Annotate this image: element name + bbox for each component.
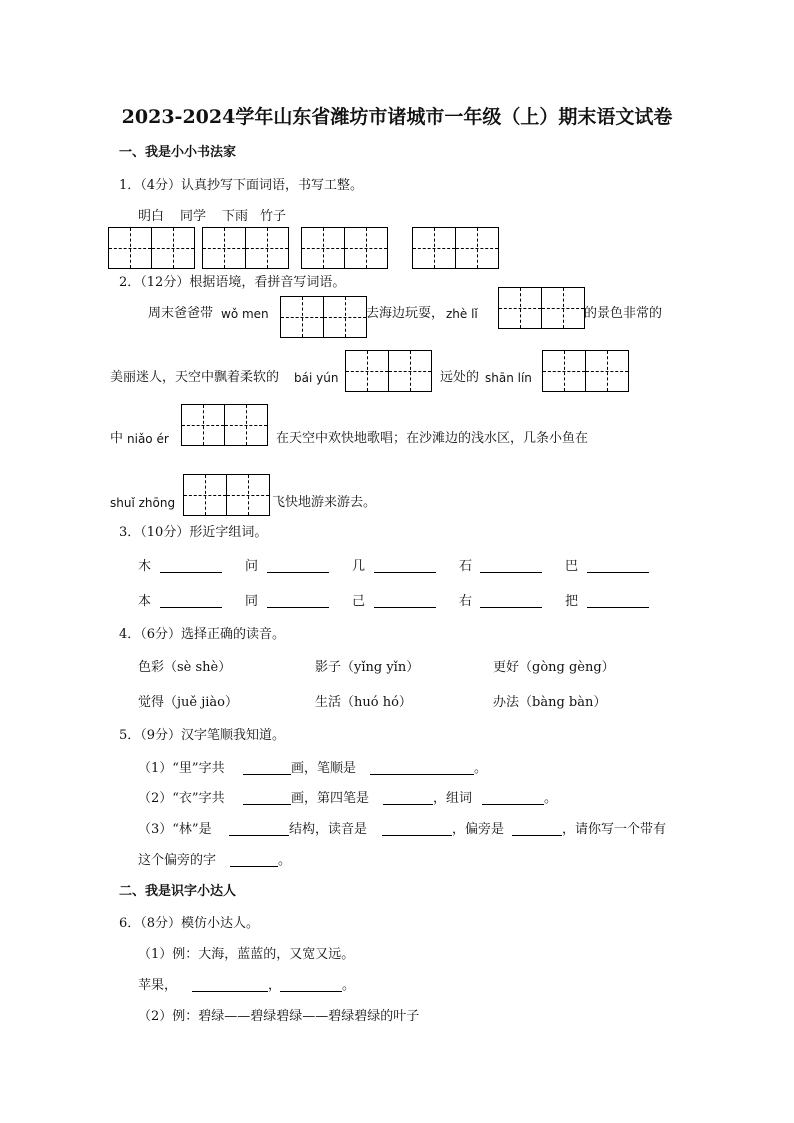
q2-text-3: 的景色非常的 (584, 306, 663, 321)
writing-grid-1[interactable] (108, 227, 195, 269)
question-1-stem: 1．（4分）认真抄写下面词语，书写工整。 (119, 178, 364, 193)
answer-grid-shanlin[interactable] (542, 350, 629, 392)
pinyin-shanlin: shān lín (485, 371, 532, 385)
answer-blank[interactable] (480, 558, 542, 573)
answer-blank[interactable] (243, 760, 291, 775)
q4-item-5[interactable]: 生活（huó hó） (315, 695, 412, 710)
answer-blank[interactable] (482, 790, 544, 805)
q5-line-2-a: （2）“衣”字共 (138, 791, 225, 806)
answer-blank[interactable] (587, 593, 649, 608)
q4-item-3[interactable]: 更好（gòng gèng） (493, 660, 615, 675)
answer-blank[interactable] (229, 821, 289, 836)
pinyin-zheli: zhè lǐ (446, 307, 478, 321)
page-title: 2023-2024学年山东省潍坊市诸城市一年级（上）期末语文试卷 (121, 106, 673, 128)
writing-grid-3[interactable] (301, 227, 388, 269)
answer-grid-shuizhong[interactable] (183, 474, 270, 516)
answer-grid-niaoer[interactable] (181, 404, 268, 446)
q5-line-1-b: 画，笔顺是 (291, 761, 357, 776)
q5-line-2-c: ，组词 (433, 791, 473, 806)
answer-blank[interactable] (192, 977, 268, 992)
answer-blank[interactable] (267, 593, 329, 608)
q4-item-6[interactable]: 办法（bàng bàn） (493, 695, 607, 710)
q6-example-2: （2）例：碧绿——碧绿碧绿——碧绿碧绿的叶子 (138, 1009, 420, 1024)
answer-blank[interactable] (160, 558, 222, 573)
q2-text-6: 中 (110, 431, 124, 446)
answer-blank[interactable] (374, 593, 436, 608)
q3-char-4: 石 (459, 559, 473, 574)
q1-word-2: 同学 (180, 209, 207, 224)
question-6-stem: 6．（8分）模仿小达人。 (119, 916, 260, 931)
answer-blank[interactable] (370, 760, 474, 775)
q6-apple-label: 苹果， (138, 978, 178, 993)
pinyin-shuizhong: shuǐ zhōng (110, 496, 176, 510)
q4-item-1[interactable]: 色彩（sè shè） (138, 660, 232, 675)
answer-blank[interactable] (243, 790, 291, 805)
answer-blank[interactable] (280, 977, 342, 992)
q3-char-5: 巴 (565, 559, 579, 574)
answer-blank[interactable] (383, 790, 433, 805)
q5-line-1-c: 。 (474, 761, 488, 776)
answer-blank[interactable] (480, 593, 542, 608)
q6-example-1: （1）例：大海，蓝蓝的，又宽又远。 (138, 947, 355, 962)
q2-text-4: 美丽迷人，天空中飘着柔软的 (110, 370, 280, 385)
writing-grid-4[interactable] (412, 227, 499, 269)
answer-grid-zheli[interactable] (498, 287, 585, 329)
q4-item-4[interactable]: 觉得（juě jiào） (138, 695, 238, 710)
q5-line-2-d: 。 (544, 791, 558, 806)
answer-blank[interactable] (382, 821, 452, 836)
q3-char-9: 右 (459, 594, 473, 609)
answer-blank[interactable] (230, 852, 278, 867)
q3-char-7: 同 (245, 594, 259, 609)
q3-char-8: 己 (352, 594, 366, 609)
answer-blank[interactable] (267, 558, 329, 573)
q5-line-4-b: 。 (278, 853, 292, 868)
q3-char-2: 问 (245, 559, 259, 574)
q5-line-2-b: 画，第四笔是 (291, 791, 370, 806)
pinyin-baiyun: bái yún (294, 371, 339, 385)
answer-blank[interactable] (374, 558, 436, 573)
question-4-stem: 4．（6分）选择正确的读音。 (119, 627, 286, 642)
q1-word-4: 竹子 (260, 209, 287, 224)
answer-blank[interactable] (160, 593, 222, 608)
pinyin-niaoer: niǎo ér (127, 432, 169, 446)
q6-period: 。 (342, 978, 356, 993)
section-heading-2: 二、我是识字小达人 (119, 884, 237, 899)
answer-grid-baiyun[interactable] (345, 350, 432, 392)
q5-line-3-b: 结构，读音是 (289, 822, 368, 837)
question-5-stem: 5．（9分）汉字笔顺我知道。 (119, 728, 286, 743)
q5-line-3-c: ，偏旁是 (452, 822, 505, 837)
pinyin-women: wǒ men (221, 307, 269, 321)
q5-line-4-a: 这个偏旁的字 (138, 853, 217, 868)
q3-char-1: 木 (138, 559, 152, 574)
section-heading-1: 一、我是小小书法家 (119, 145, 237, 160)
writing-grid-2[interactable] (202, 227, 289, 269)
q2-text-1: 周末爸爸带 (148, 306, 214, 321)
answer-blank[interactable] (587, 558, 649, 573)
q2-text-7: 在天空中欢快地歌唱；在沙滩边的浅水区，几条小鱼在 (276, 431, 589, 446)
q5-line-1-a: （1）“里”字共 (138, 761, 225, 776)
q1-word-1: 明白 (138, 209, 165, 224)
answer-grid-women[interactable] (280, 296, 367, 338)
answer-blank[interactable] (512, 821, 562, 836)
q6-comma: ， (268, 978, 282, 993)
q5-line-3-a: （3）“林”是 (138, 822, 212, 837)
q2-text-5: 远处的 (440, 370, 480, 385)
q4-item-2[interactable]: 影子（yǐng yǐn） (315, 660, 420, 675)
q3-char-6: 本 (138, 594, 152, 609)
q2-text-2: 去海边玩耍， (366, 306, 445, 321)
q2-text-8: 飞快地游来游去。 (272, 495, 377, 510)
q3-char-10: 把 (565, 594, 579, 609)
q1-word-3: 下雨 (222, 209, 249, 224)
q3-char-3: 几 (352, 559, 366, 574)
question-3-stem: 3．（10分）形近字组词。 (119, 525, 268, 540)
q5-line-3-d: ，请你写一个带有 (562, 822, 667, 837)
question-2-stem: 2．（12分）根据语境，看拼音写词语。 (119, 275, 346, 290)
